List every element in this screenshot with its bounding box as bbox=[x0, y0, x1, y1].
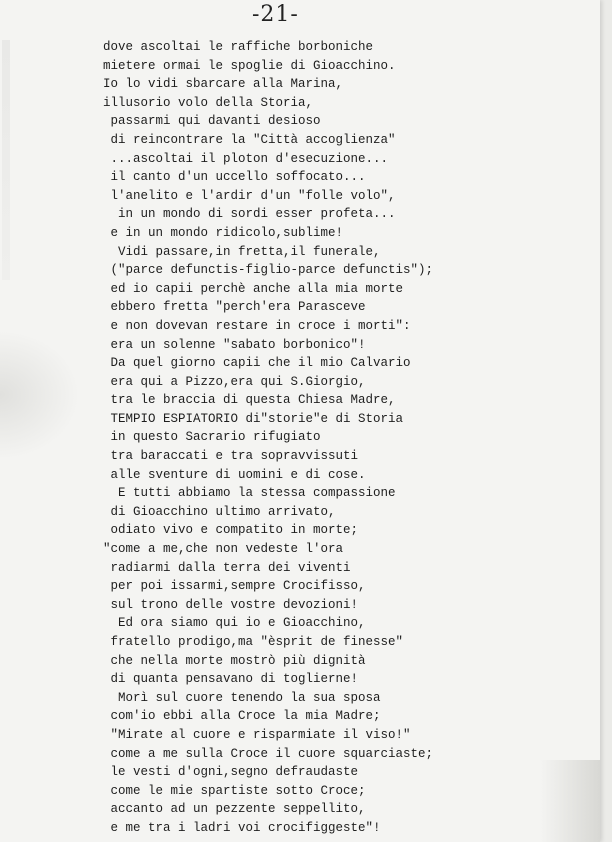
poem-line: alle sventure di uomini e di cose. bbox=[103, 467, 366, 482]
poem-line: passarmi qui davanti desioso bbox=[103, 114, 321, 129]
poem-line: il canto d'un uccello soffocato... bbox=[103, 170, 366, 185]
poem-line: era un solenne "sabato borbonico"! bbox=[103, 337, 366, 352]
poem-line: accanto ad un pezzente seppellito, bbox=[103, 802, 366, 817]
poem-line: fratello prodigo,ma "èsprit de finesse" bbox=[103, 635, 404, 649]
poem-line: TEMPIO ESPIATORIO di"storie"e di Storia bbox=[103, 411, 404, 426]
poem-line: e non dovevan restare in croce i morti": bbox=[103, 318, 411, 333]
poem-line: e me tra i ladri voi crocifiggeste"! bbox=[103, 820, 381, 835]
poem-line: tra baraccati e tra sopravvissuti bbox=[103, 449, 359, 464]
scan-shadow bbox=[0, 330, 80, 460]
poem-line: di quanta pensavano di toglierne! bbox=[103, 672, 359, 687]
poem-line: sul trono delle vostre devozioni! bbox=[103, 597, 359, 612]
poem-line: "Mirate al cuore e risparmiate il viso!" bbox=[103, 727, 411, 742]
poem-line: E tutti abbiamo la stessa compassione bbox=[103, 486, 396, 501]
poem-line: di Gioacchino ultimo arrivato, bbox=[103, 504, 336, 519]
poem-line: che nella morte mostrò più dignità bbox=[103, 653, 366, 668]
poem-line: in questo Sacrario rifugiato bbox=[103, 430, 321, 445]
poem-line: ed io capii perchè anche alla mia morte bbox=[103, 281, 404, 296]
poem-line: ...ascoltai il ploton d'esecuzione... bbox=[103, 151, 389, 166]
poem-line: mietere ormai le spoglie di Gioacchino. bbox=[103, 58, 396, 73]
poem-line: e in un mondo ridicolo,sublime! bbox=[103, 225, 344, 240]
scan-shadow-bottom bbox=[540, 760, 600, 842]
poem-line: Io lo vidi sbarcare alla Marina, bbox=[103, 77, 344, 92]
poem-line: Morì sul cuore tenendo la sua sposa bbox=[103, 690, 381, 705]
poem-line: odiato vivo e compatito in morte; bbox=[103, 523, 359, 538]
poem-line: ("parce defunctis-figlio-parce defunctis"); bbox=[103, 263, 434, 278]
poem-line: come le mie spartiste sotto Croce; bbox=[103, 783, 366, 798]
poem-line: Ed ora siamo qui io e Gioacchino, bbox=[103, 616, 366, 631]
page-number: -21- bbox=[252, 2, 299, 27]
poem-line: le vesti d'ogni,segno defraudaste bbox=[103, 765, 359, 780]
poem-line: era qui a Pizzo,era qui S.Giorgio, bbox=[103, 374, 366, 389]
poem-line: per poi issarmi,sempre Crocifisso, bbox=[103, 579, 366, 594]
poem-line: tra le braccia di questa Chiesa Madre, bbox=[103, 393, 396, 408]
bleed-through-mark bbox=[2, 40, 10, 280]
bleed-through-text bbox=[530, 30, 590, 260]
poem-line: in un mondo di sordi esser profeta... bbox=[103, 207, 396, 222]
poem-text bbox=[103, 38, 483, 838]
poem-line: "come a me,che non vedeste l'ora bbox=[103, 542, 344, 557]
poem-line: come a me sulla Croce il cuore squarciaste; bbox=[103, 746, 434, 761]
poem-line: di reincontrare la "Città accoglienza" bbox=[103, 132, 396, 147]
poem-line: radiarmi dalla terra dei viventi bbox=[103, 560, 351, 575]
poem-line: com'io ebbi alla Croce la mia Madre; bbox=[103, 709, 381, 724]
poem-line: illusorio volo della Storia, bbox=[103, 95, 314, 110]
poem-line: Vidi passare,in fretta,il funerale, bbox=[103, 244, 381, 259]
poem-line: dove ascoltai le raffiche borboniche bbox=[103, 40, 374, 54]
poem-line: l'anelito e l'ardir d'un "folle volo", bbox=[103, 188, 396, 203]
poem-line: ebbero fretta "perch'era Parasceve bbox=[103, 300, 366, 315]
poem-line: Da quel giorno capii che il mio Calvario bbox=[103, 356, 411, 371]
